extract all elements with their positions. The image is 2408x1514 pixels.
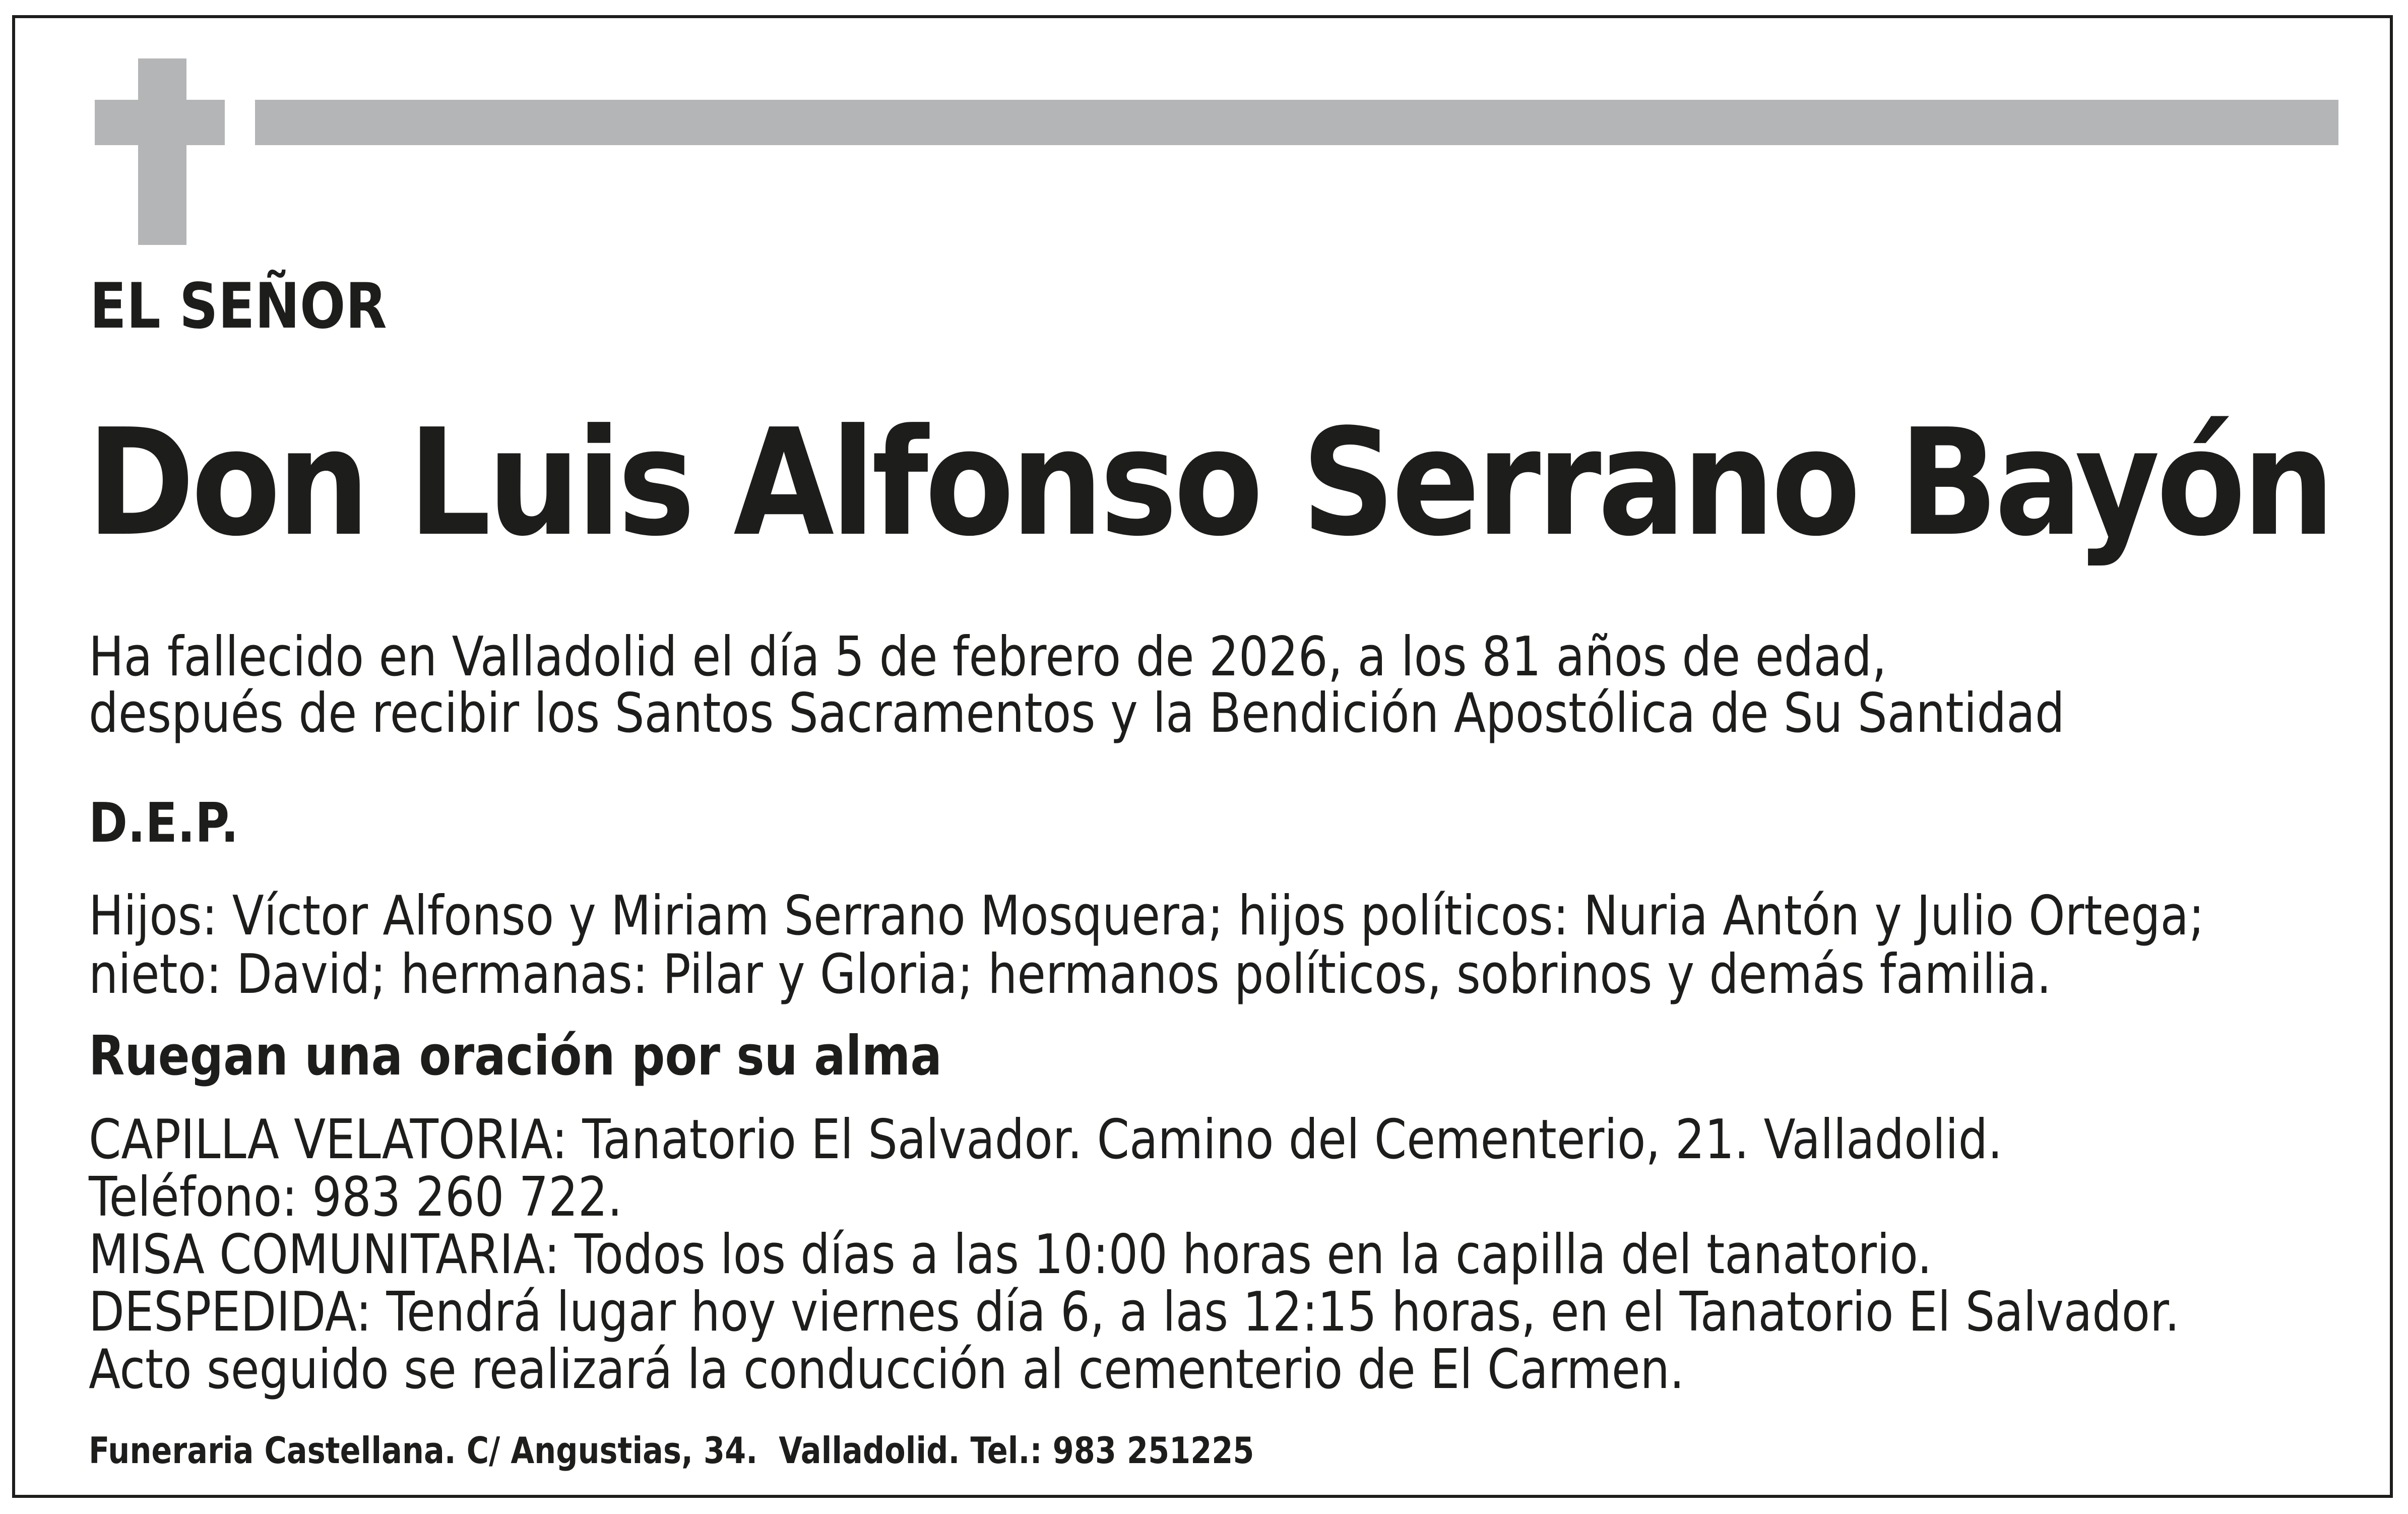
announcement-line: Ha fallecido en Valladolid el día 5 de febrero de 2026, a los 81 años de edad, — [89, 625, 1887, 688]
service-line: Teléfono: 983 260 722. — [89, 1166, 622, 1229]
service-line: DESPEDIDA: Tendrá lugar hoy viernes día 6, a las 12:15 horas, en el Tanatorio El Salvador. — [89, 1281, 2180, 1344]
header-rule — [255, 100, 2338, 145]
service-line: CAPILLA VELATORIA: Tanatorio El Salvador. Camino del Cementerio, 21. Valladolid. — [89, 1108, 2003, 1171]
funeral-home-footer: Funeraria Castellana. C/ Angustias, 34. Valladolid. Tel.: 983 251225 — [89, 1429, 1254, 1472]
deceased-name: Don Luis Alfonso Serrano Bayón — [87, 397, 2331, 569]
rip-label: D.E.P. — [89, 792, 239, 855]
family-line: Hijos: Víctor Alfonso y Miriam Serrano Mosquera; hijos políticos: Nuria Antón y Julio Ortega; — [89, 885, 2204, 948]
service-line: MISA COMUNITARIA: Todos los días a las 10:00 horas en la capilla del tanatorio. — [89, 1223, 1932, 1286]
family-line: nieto: David; hermanas: Pilar y Gloria; hermanos políticos, sobrinos y demás familia. — [89, 943, 2052, 1006]
cross-horizontal-bar — [95, 100, 225, 145]
cross-vertical-bar — [138, 58, 186, 245]
honorific-heading: EL SEÑOR — [90, 270, 387, 343]
service-line: Acto seguido se realizará la conducción al cementerio de El Carmen. — [89, 1338, 1685, 1401]
prayer-request: Ruegan una oración por su alma — [89, 1025, 942, 1088]
announcement-line: después de recibir los Santos Sacramentos y la Bendición Apostólica de Su Santidad — [89, 682, 2065, 745]
